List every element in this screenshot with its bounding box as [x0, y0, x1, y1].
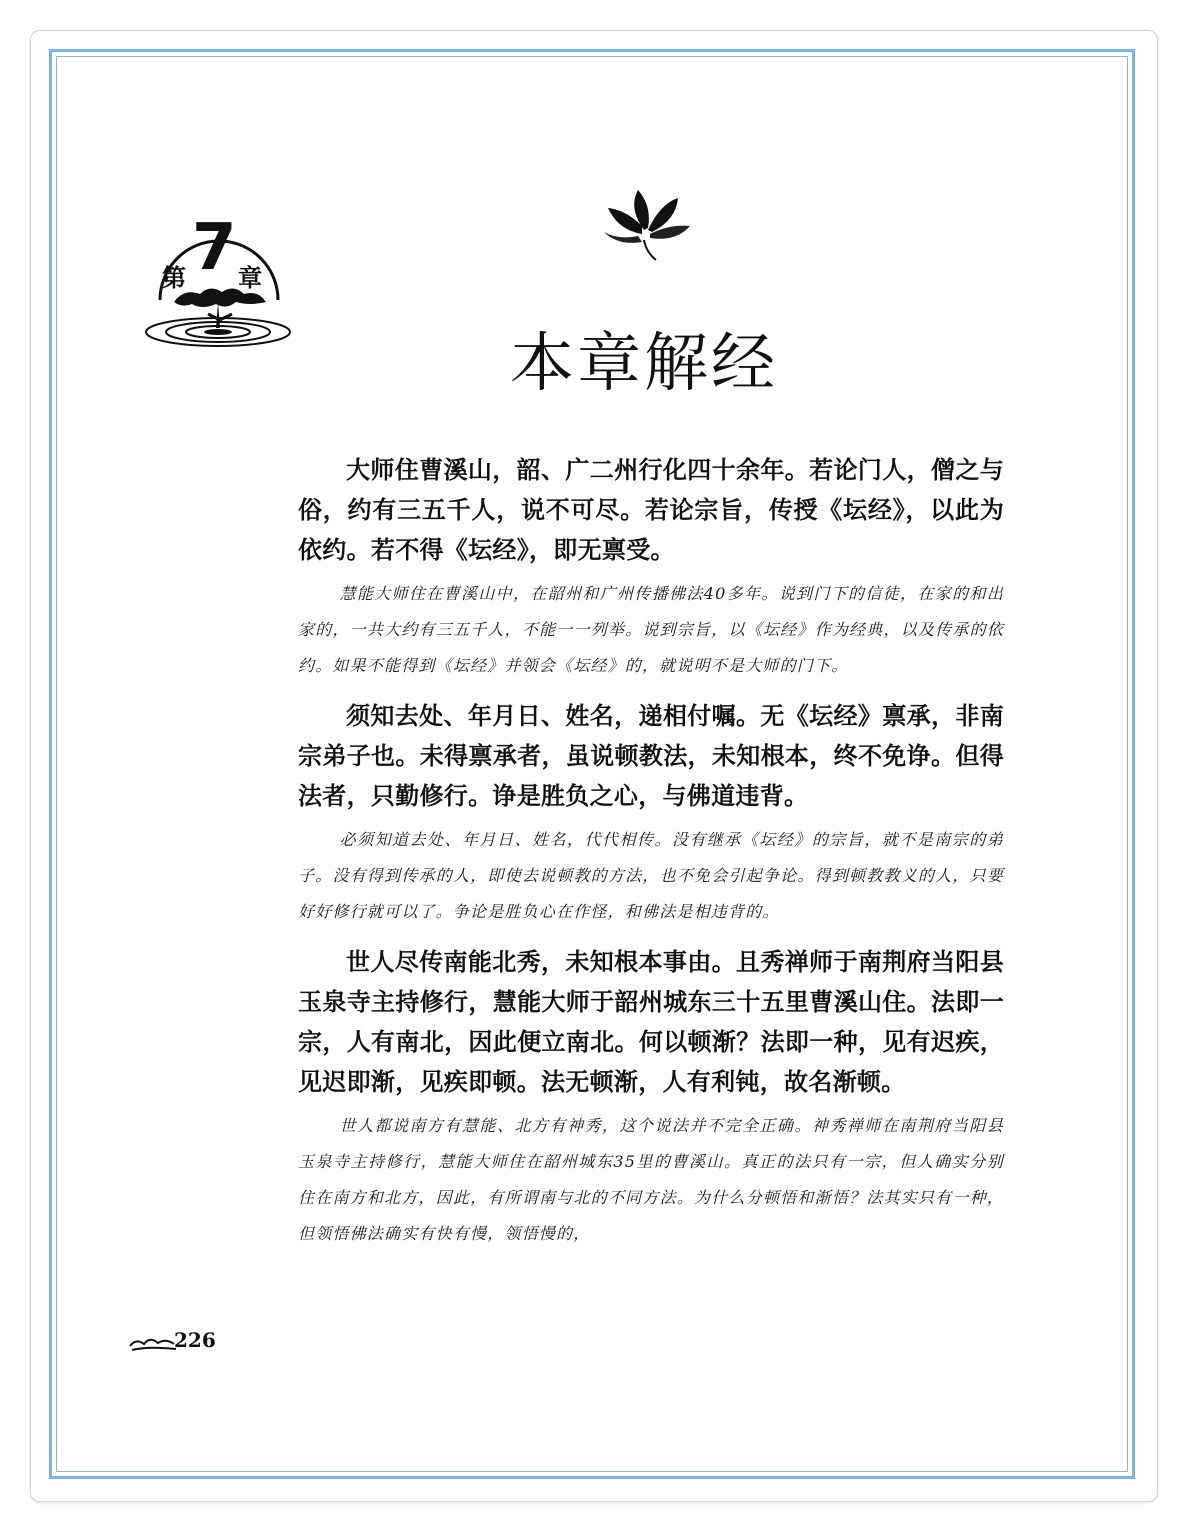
chapter-badge	[140, 210, 300, 360]
page-number: 226	[174, 1328, 216, 1352]
page-footer	[128, 1328, 218, 1358]
translation-paragraph: 世人都说南方有慧能、北方有神秀，这个说法并不完全正确。神秀禅师在南荆府当阳县玉泉寺主持修行，慧能大师住在韶州城东35里的曹溪山。真正的法只有一宗，但人确实分别住在南方和北方，因此，有所谓南与北的不同方法。为什么分顿悟和渐悟？法其实只有一种，但领悟佛法确实有快有慢，领悟慢的，	[298, 1116, 1004, 1243]
translation-paragraph: 慧能大师住在曹溪山中，在韶州和广州传播佛法40多年。说到门下的信徒，在家的和出家的，一共大约有三五千人，不能一一列举。说到宗旨，以《坛经》作为经典，以及传承的依约。如果不能得到《坛经》并领会《坛经》的，就说明不是大师的门下。	[298, 584, 1004, 675]
chapter-content	[298, 450, 1004, 1264]
chapter-prefix: 第	[162, 264, 186, 292]
scripture-paragraph: 大师住曹溪山，韶、广二州行化四十余年。若论门人，僧之与俗，约有三五千人，说不可尽。若论宗旨，传授《坛经》，以此为依约。若不得《坛经》，即无禀受。	[298, 455, 1004, 564]
lotus-icon	[598, 186, 694, 266]
chapter-suffix: 章	[238, 264, 262, 292]
scripture-paragraph: 世人尽传南能北秀，未知根本事由。且秀禅师于南荆府当阳县玉泉寺主持修行，慧能大师于韶州城东三十五里曹溪山住。法即一宗，人有南北，因此便立南北。何以顿渐？法即一种，见有迟疾，见迟即渐，见疾即顿。法无顿渐，人有利钝，故名渐顿。	[298, 947, 1004, 1096]
chapter-title: 本章解经	[510, 327, 778, 401]
scripture-paragraph: 须知去处、年月日、姓名，递相付嘱。无《坛经》禀承，非南宗弟子也。未得禀承者，虽说顿教法，未知根本，终不免诤。但得法者，只勤修行。诤是胜负之心，与佛道违背。	[298, 701, 1004, 810]
translation-paragraph: 必须知道去处、年月日、姓名，代代相传。没有继承《坛经》的宗旨，就不是南宗的弟子。没有得到传承的人，即使去说顿教的方法，也不免会引起争论。得到顿教教义的人，只要好好修行就可以了。争论是胜负心在作怪，和佛法是相违背的。	[298, 830, 1004, 921]
cloud-ornament-icon	[128, 1334, 178, 1354]
chapter-number: 7	[192, 211, 237, 285]
